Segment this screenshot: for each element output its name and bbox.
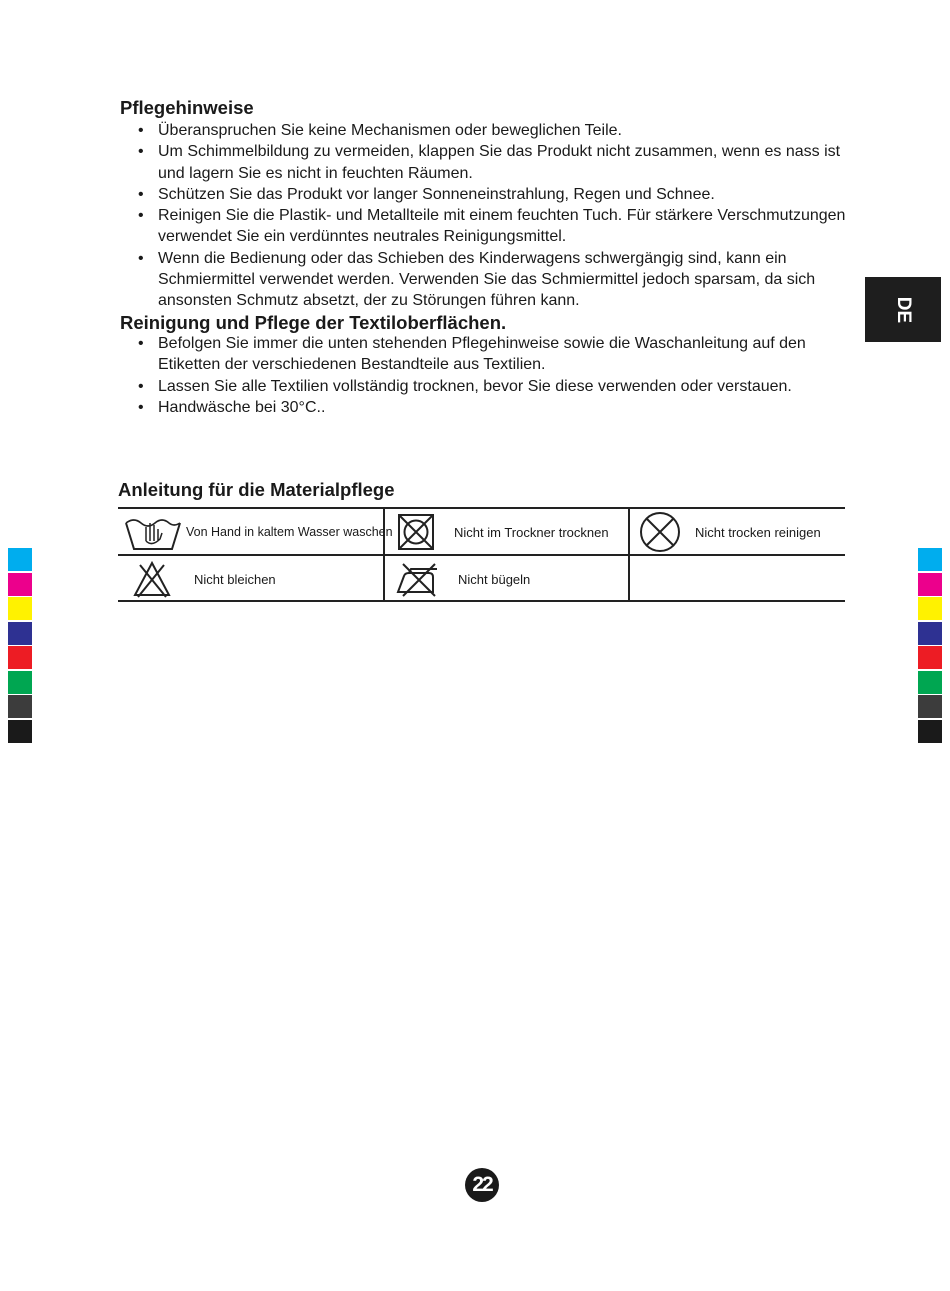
color-swatch xyxy=(8,548,32,571)
list-item: • Lassen Sie alle Textilien vollständig trocknen, bevor Sie diese verwenden oder verstauen. xyxy=(138,376,858,397)
care-cell-no-tumble-dry xyxy=(385,509,628,555)
list-item: • Handwäsche bei 30°C.. xyxy=(138,397,858,418)
color-swatch xyxy=(918,622,942,645)
color-swatch xyxy=(8,695,32,718)
no-iron-icon xyxy=(395,560,441,598)
care-cell-no-iron xyxy=(385,556,628,602)
list-item: • Um Schimmelbildung zu vermeiden, klappen Sie das Produkt nicht zusammen, wenn es nass ist und lagern Sie es nicht in feuchten Räumen. xyxy=(138,141,858,184)
care-label: Nicht trocken reinigen xyxy=(695,524,821,540)
care-label: Nicht bügeln xyxy=(458,571,531,587)
color-swatch xyxy=(8,720,32,743)
language-tab-label: DE xyxy=(893,296,914,323)
section-title-textile-care: Reinigung und Pflege der Textiloberflächen. xyxy=(120,312,507,333)
list-item: • Befolgen Sie immer die unten stehenden Pflegehinweise sowie die Waschanleitung auf den Etiketten der verschiedenen Bestandteile aus Textilien. xyxy=(138,333,858,376)
list-item: • Wenn die Bedienung oder das Schieben des Kinderwagens schwergängig sind, kann ein Schmiermittel verwendet werden. Verwenden Sie das Schmiermittel jedoch sparsam, da sich ansonsten Schmutz absetzt, der zu Störungen führen kann. xyxy=(138,248,858,312)
color-swatch xyxy=(918,646,942,669)
language-tab xyxy=(865,277,941,342)
color-swatch xyxy=(918,573,942,596)
hand-wash-icon xyxy=(122,511,184,553)
color-swatch xyxy=(8,573,32,596)
care-cell-hand-wash xyxy=(118,509,393,555)
no-tumble-dry-icon xyxy=(396,512,436,552)
color-swatch xyxy=(8,622,32,645)
list-item: • Reinigen Sie die Plastik- und Metallteile mit einem feuchten Tuch. Für stärkere Verschmutzungen verwendet Sie ein verdünntes neutrales Reinigungsmittel. xyxy=(138,205,858,248)
no-bleach-icon xyxy=(132,559,172,599)
color-swatch xyxy=(918,671,942,694)
no-dry-clean-icon xyxy=(638,510,682,554)
color-swatch xyxy=(8,597,32,620)
textile-care-list xyxy=(138,333,858,418)
care-cell-no-bleach xyxy=(118,556,383,602)
color-swatch xyxy=(8,646,32,669)
page-number: 22 xyxy=(465,1168,499,1202)
color-swatch xyxy=(918,597,942,620)
care-instructions-list xyxy=(138,120,858,312)
care-cell-no-dry-clean xyxy=(630,509,845,555)
care-label: Nicht bleichen xyxy=(194,571,276,587)
care-label: Von Hand in kaltem Wasser waschen xyxy=(186,525,393,539)
color-swatch xyxy=(918,548,942,571)
color-swatch xyxy=(8,671,32,694)
section-title-material-care: Anleitung für die Materialpflege xyxy=(118,479,395,500)
color-swatch xyxy=(918,720,942,743)
list-item: • Schützen Sie das Produkt vor langer Sonneneinstrahlung, Regen und Schnee. xyxy=(138,184,858,205)
care-label: Nicht im Trockner trocknen xyxy=(454,524,609,540)
section-title-care-instructions: Pflegehinweise xyxy=(120,97,254,118)
care-symbols-table xyxy=(118,507,845,602)
color-swatch xyxy=(918,695,942,718)
list-item: • Überanspruchen Sie keine Mechanismen oder beweglichen Teile. xyxy=(138,120,858,141)
